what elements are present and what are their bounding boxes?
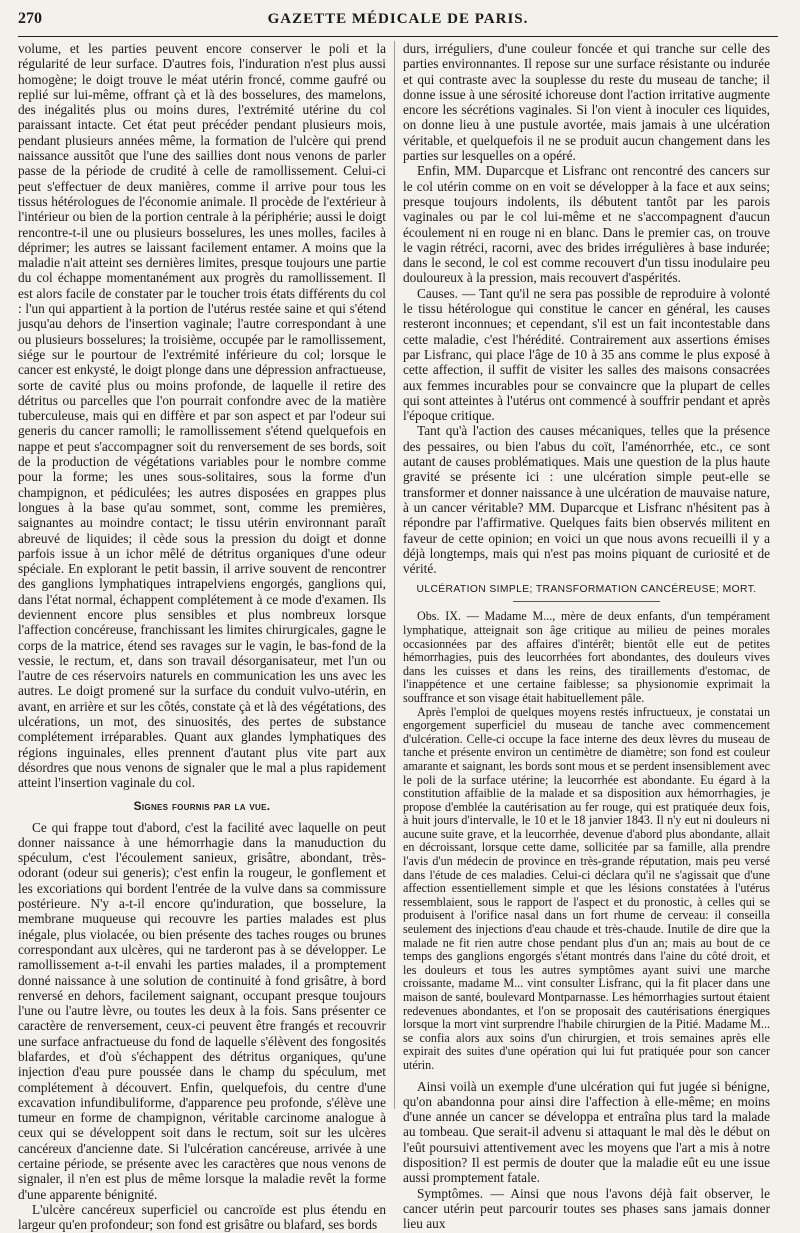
left-column — [18, 41, 394, 1233]
observation-paragraph-2: Après l'emploi de quelques moyens restés infructueux, je constatai un engorgement superficiel du museau de tanche avec commencement d'ulcération. Celle-ci occupe la face interne des deux lèvres du museau de tanche et présente environ un centimètre de diamètre; son fond est couleur amarante et saignant, les bords sont mous et se perdent insensiblement avec le poli de la surface utérine; la leucorrhée est abondante. Eu égard à la constitution affaiblie de la malade et sa disposition aux hémorrhagies, je propose d'emblée la cautérisation au fer rouge, qui est pratiquée deux fois, à huit jours d'intervalle, le 10 et le 18 janvier 1843. Il n'y eut ni douleurs ni aucune suite grave, et la leucorrhée, devenue d'abord plus abondante, allait en décroissant, lorsque cette dame, sollicitée par sa famille, alla prendre l'avis d'un médecin de province en très-grande réputation, mais peu versé dans l'étude de ces maladies. Celui-ci déclara qu'il ne s'agissait que d'une affection essentiellement simple et que les lésions constatées à l'utérus ressemblaient, sous le rapport de l'aspect et du pronostic, à celles qui se produisent à l'orifice nasal dans un fort rhume de cerveau: il conseilla seulement des injections d'eau chaude et très-chaude. Inutile de dire que la malade ne fit rien autre chose pendant plus d'un an; mais au bout de ce temps des ganglions engorgés s'étant montrés dans l'aine du côté droit, et les douleurs et tous les autres symptômes ayant suivi une marche croissante, madame M... vint consulter Lisfranc, qui la fit placer dans une maison de santé, boulevard Montparnasse. Les hémorrhagies surtout étaient redevenues abondantes, et l'on se proposait des cautérisations énergiques lorsque la mort vint surprendre l'habile chirurgien de la Pitié. Madame M... se confia alors aux soins d'un chirurgien, et trois semaines après elle expirait des suites d'une opération qui lui fut pratiquée pour son cancer utérin. — [403, 704, 770, 1072]
running-title: GAZETTE MÉDICALE DE PARIS. — [267, 11, 529, 27]
right-paragraph-2: Enfin, MM. Duparcque et Lisfranc ont rencontré des cancers sur le col utérin comme on en voit se développer à la face et aux seins; presque toujours indolents, ils débutent tantôt par les parois vaginales ou par le col lui-même et ne s'accompagnent d'aucun écoulement ni en rouge ni en blanc. Dans le premier cas, on trouve le vagin rétréci, racorni, avec des brides irrégulières à base indurée; dans le second, le col est comme recouvert d'un tissu inodulaire peu douloureux à la pression, mais recouvert d'aspérités. — [403, 163, 770, 286]
section-title: Signes fournis par la vue. — [133, 798, 271, 813]
right-paragraph-3: Causes. — Tant qu'il ne sera pas possible de reproduire à volonté le tissu hétérologue qui constitue le cancer en général, les causes resteront inconnues; et cependant, s'il est un fait incontestable dans cette maladie, c'est l'hérédité. Contrairement aux assertions émises par Lisfranc, qui place l'âge de 10 à 35 ans comme le plus exposé à cette affection, il suffit de visiter les salles des maisons consacrées aux femmes incurables pour se convaincre que la plupart de celles qui sont atteintes à l'utérus ont commencé à souffrir pendant et après l'époque critique. — [403, 285, 770, 424]
right-paragraph-1: durs, irréguliers, d'une couleur foncée et qui tranche sur celle des parties environnantes. Il repose sur une surface résistante ou indurée et qui contraste avec la souplesse du reste du museau de tanche; il donne issue à une sérosité ichoreuse dont l'action irritative augmente encore les sécrétions vaginales. Si l'on vient à inoculer ces liquides, on donne lieu à une pustule avortée, mais jamais à une ulcération véritable, et quelquefois il ne se produit aucun changement dans les parties sur lesquelles on a opéré. — [403, 41, 770, 164]
right-paragraph-6: Symptômes. — Ainsi que nous l'avons déjà fait observer, le cancer utérin peut parcourir toutes ses phases sans jamais donner lieu aux — [403, 1185, 770, 1232]
right-paragraph-4: Tant qu'à l'action des causes mécaniques, telles que la présence des pessaires, ou bien l'abus du coït, l'aménorrhée, etc., ce sont autant de causes problématiques. Mais une question de la plus haute gravité se présente ici : une ulcération simple peut-elle se transformer et donner naissance à une ulcération de mauvaise nature, à un cancer véritable? MM. Duparcque et Lisfranc n'hésitent pas à répondre par l'affirmative. Quelques faits bien observés militent en faveur de cette opinion; en voici un que nous avons recueilli il y a déjà longtemps, mais qui n'est pas moins piquant de curiosité et de vérité. — [403, 423, 770, 577]
case-title: ULCÉRATION SIMPLE; TRANSFORMATION CANCÉREUSE; MORT. — [416, 584, 757, 596]
left-paragraph-3: L'ulcère cancéreux superficiel ou cancroïde est plus étendu en largeur qu'en profondeur; son fond est grisâtre ou blafard, ses bords — [18, 1201, 386, 1233]
text-columns — [18, 41, 778, 1233]
left-paragraph-2: Ce qui frappe tout d'abord, c'est la facilité avec laquelle on peut donner naissance à une hémorrhagie dans la manuduction du spéculum, c'est l'écoulement sanieux, grisâtre, abondant, très-odorant (odeur sui generis); c'est enfin la rougeur, le gonflement et les excoriations qui bordent l'entrée de la vulve dans sa commissure postérieure. N'y a-t-il encore qu'induration, que bosselure, la membrane muqueuse qui recouvre les parties malades est plus inégale, plus violacée, ou bien présente des taches rouges ou brunes correspondant aux ulcères, qui ne tarderont pas à se développer. Le ramollissement a-t-il envahi les parties malades, il a promptement donné naissance à une solution de continuité à fond grisâtre, à bord renversé en dehors, facilement saignant, occupant presque toujours l'une ou l'autre lèvre, ou toutes les deux à la fois. Sans présenter ce caractère de renversement, ceux-ci peuvent être frangés et recouvrir une surface anfractueuse du fond de laquelle s'élèvent des fongosités blafardes, et d'où s'échappent des détritus organiques, qu'une injection d'eau pure poussée dans le champ du spéculum, met complétement à découvert. Enfin, quelquefois, du centre d'une excavation infundibuliforme, d'apparence peu profonde, s'élève une tumeur en forme de champignon, véritable carcinome analogue à ceux qui se développent soit dans le rectum, soit sur les ulcères cancéreux d'ancienne date. Si l'ulcération cancéreuse, arrivée à une certaine période, se présente avec les caractères que nous venons de signaler, il n'en est plus de même lorsque la maladie revêt la forme d'une apparente bénignité. — [18, 819, 386, 1202]
left-paragraph-1: volume, et les parties peuvent encore conserver le poli et la régularité de leur surface. D'autres fois, l'induration n'est plus aussi homogène; le doigt trouve le méat utérin froncé, comme gaufré ou replié sur lui-même, offrant çà et là des bosselures, des mamelons, des inégalités plus ou moins dures, l'extrémité utérine du col paraissant intacte. Cet état peut précéder pendant plusieurs mois, pendant plusieurs années même, la formation de l'ulcère qui prend naissance aussitôt que l'une des saillies dont nous venons de parler passe de la période de crudité à celle de ramollissement. Celui-ci peut s'effectuer de deux manières, comme il arrive pour tous les tissus hétérologues de l'économie animale. Il procède de l'extérieur à l'intérieur ou bien de la portion centrale à la périphérie; aussi le doigt rencontre-t-il une ou plusieurs bosselures, les unes molles, faciles à déprimer; les autres se laissant facilement entamer. A moins que la maladie n'ait atteint ses dernières limites, presque toujours une partie du col échappe momentanément aux progrès du ramollissement. Il est alors facile de constater par le toucher trois états différents du col : l'un qui appartient à la portion de l'utérus restée saine et qui s'étend jusqu'au dehors de l'insertion vaginale; l'autre correspondant à une ou plusieurs bosselures; la troisième, occupée par le ramollissement, siége sur le pourtour de l'extrémité inférieure du col; lorsque le cancer est enkysté, le doigt plonge dans une dépression anfractueuse, sorte de cavité plus ou moins profonde, de laquelle il retire des détritus ou parcelles que l'on pourrait confondre avec de la matière tuberculeuse, mais qui en diffère et par son aspect et par l'odeur sui generis du cancer ramolli; le ramollissement s'étend quelquefois en nappe et peut s'accompagner soit du renversement de ses bords, soit de la production de végétations variables pour le nombre comme pour la forme; les unes sous-solitaires, sous la forme d'un champignon, et pédiculées; les autres disposées en grappes plus longues à la base qu'au sommet, sont, comme les premières, saignantes au moindre contact; le tissu utérin environnant paraît abreuvé de liquides; il cède sous la pression du doigt et donne parfois issue à un ichor mêlé de détritus organiques d'une odeur spéciale. En explorant le petit bassin, il arrive souvent de rencontrer des ganglions lymphatiques intrapelviens engorgés, ganglions qui, dans l'état normal, échappent complétement à ce mode d'examen. Ils deviennent encore plus sensibles et plus nombreux lorsque l'affection concéreuse, franchissant les limites chirurgicales, gagne le corps de la matrice, étend ses ravages sur le vagin, le bas-fond de la vessie, le rectum, et, dans son travail désorganisateur, met l'un ou l'autre de ces réservoirs naturels en communication les uns avec les autres. Le doigt promené sur la surface du conduit vulvo-utérin, en avant, en arrière et sur les côtés, constate çà et là des végétations, des ulcérations, un mot, des sinuosités, des pertes de substance complétement irréparables. Quant aux glandes lymphatiques des régions inguinales, elles prennent d'autant plus vite part aux désordres que nous venons de signaler que le mal a plus rapidement atteint l'insertion vaginale du col. — [18, 41, 386, 791]
case-title-rule — [513, 601, 660, 602]
page-header — [18, 10, 778, 34]
page-number: 270 — [18, 10, 42, 27]
observation-paragraph-1: Obs. IX. — Madame M..., mère de deux enfants, d'un tempérament lymphatique, atteignait son âge critique au milieu de peines morales occasionnées par des affaires d'intérêt; bientôt elle eut de petites hémorrhagies, puis des leucorrhées fort abondantes, des douleurs vives dans les cuisses et dans les reins, des tiraillements d'estomac, de l'inappétence et une certaine faiblesse; sa physionomie exprimait la souffrance et son visage était habituellement pâle. — [403, 609, 770, 705]
section-heading — [18, 799, 386, 814]
header-rule — [18, 36, 778, 37]
right-paragraph-5: Ainsi voilà un exemple d'une ulcération qui fut jugée si bénigne, qu'on abandonna pour ainsi dire l'affection à elle-même; en moins d'une année un cancer se développa et entraîna plus tard la malade au tombeau. Que serait-il advenu si attaquant le mal dès le début on l'eût poursuivi attentivement avec les moyens que l'art a mis à notre disposition? Il est permis de douter que la maladie eût eu une issue aussi promptement fatale. — [403, 1078, 770, 1186]
right-column — [394, 41, 770, 1232]
